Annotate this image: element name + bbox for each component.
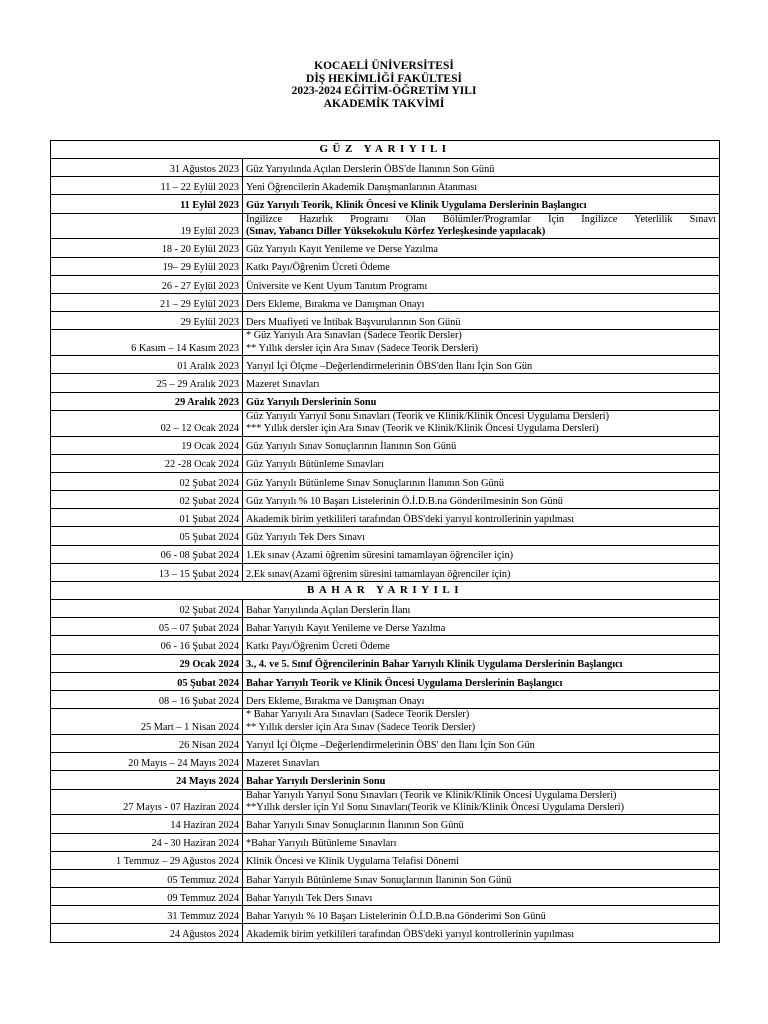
row-date: 19 Ocak 2024 (51, 436, 243, 454)
row-date: 31 Ağustos 2023 (51, 159, 243, 177)
description-line: ** Yıllık dersler için Ara Sınav (Sadece Teorik Dersler) (246, 721, 476, 733)
description-line: Mazeret Sınavları (246, 379, 320, 391)
section-header-row (51, 141, 720, 159)
calendar-row (51, 275, 720, 293)
description-line: Akademik birim yetkilileri tarafından ÖBS'deki yarıyıl kontrollerinin yapılması (246, 929, 575, 941)
row-date: 19 Eylül 2023 (51, 213, 243, 239)
description-line: Yarıyıl İçi Ölçme –Değerlendirmelerinin ÖBS' den İlanı İçin Son Gün (246, 739, 535, 751)
row-date: 01 Aralık 2023 (51, 356, 243, 374)
row-date: 25 – 29 Aralık 2023 (51, 374, 243, 392)
row-date: 11 – 22 Eylül 2023 (51, 177, 243, 195)
description-line: **Yıllık dersler için Yıl Sonu Sınavları(Teorik ve Klinik/Klinik Öncesi Uygulama Dersleri) (246, 801, 625, 813)
description-line: 2.Ek sınav(Azami öğrenim süresini tamamlayan öğrenciler için) (246, 568, 511, 580)
row-description (243, 213, 720, 239)
calendar-row (51, 177, 720, 195)
row-description (243, 239, 720, 257)
calendar-row (51, 833, 720, 851)
calendar-row (51, 293, 720, 311)
row-description (243, 330, 720, 356)
calendar-row (51, 159, 720, 177)
row-description (243, 472, 720, 490)
row-description (243, 600, 720, 618)
description-line: *** Yıllık dersler için Ara Sınav (Teorik ve Klinik/Klinik Öncesi Uygulama Dersleri) (246, 423, 599, 435)
description-line: Klinik Öncesi ve Klinik Uygulama Telafisi Dönemi (246, 856, 459, 868)
calendar-row (51, 454, 720, 472)
row-description (243, 734, 720, 752)
row-date: 27 Mayıs - 07 Haziran 2024 (51, 789, 243, 815)
description-line: (Sınav, Yabancı Diller Yüksekokulu Körfez Yerleşkesinde yapılacak) (246, 225, 546, 237)
row-description (243, 815, 720, 833)
description-line: Güz Yarıyılı Kayıt Yenileme ve Derse Yazılma (246, 244, 438, 256)
calendar-row (51, 690, 720, 708)
row-description (243, 275, 720, 293)
row-description (243, 491, 720, 509)
calendar-row (51, 654, 720, 672)
row-description (243, 392, 720, 410)
calendar-row (51, 709, 720, 735)
row-description (243, 159, 720, 177)
row-date: 05 Şubat 2024 (51, 527, 243, 545)
row-date: 31 Temmuz 2024 (51, 906, 243, 924)
row-date: 13 – 15 Şubat 2024 (51, 563, 243, 581)
university-name: KOCAELİ ÜNİVERSİTESİ (314, 60, 454, 72)
row-description (243, 356, 720, 374)
faculty-name: DİŞ HEKİMLİĞİ FAKÜLTESİ (306, 72, 462, 85)
description-line: Güz Yarıyılı Yarıyıl Sonu Sınavları (Teorik ve Klinik/Klinik Öncesi Uygulama Dersleri) (246, 410, 610, 422)
calendar-row (51, 472, 720, 490)
row-description (243, 410, 720, 436)
row-date: 02 Şubat 2024 (51, 491, 243, 509)
row-date: 08 – 16 Şubat 2024 (51, 690, 243, 708)
row-description (243, 636, 720, 654)
description-line: Ders Ekleme, Bırakma ve Danışman Onayı (246, 298, 425, 310)
row-description (243, 789, 720, 815)
row-description (243, 312, 720, 330)
description-line: Güz Yarıyılı % 10 Başarı Listelerinin Ö.İ.D.B.na Gönderilmesinin Son Günü (246, 495, 563, 507)
description-line: * Bahar Yarıyılı Ara Sınavları (Sadece Teorik Dersler) (246, 709, 470, 721)
row-date: 05 Temmuz 2024 (51, 869, 243, 887)
row-description (243, 195, 720, 213)
description-line: ** Yıllık dersler için Ara Sınav (Sadece Teorik Dersleri) (246, 342, 479, 354)
calendar-row (51, 374, 720, 392)
description-line: Katkı Payı/Öğrenim Ücreti Ödeme (246, 262, 390, 274)
description-line: Bahar Yarıyılı Bütünleme Sınav Sonuçlarının İlanının Son Günü (246, 874, 512, 886)
section-title: BAHAR YARIYILI (51, 582, 720, 600)
calendar-row (51, 436, 720, 454)
calendar-row (51, 636, 720, 654)
calendar-row (51, 527, 720, 545)
description-line: Güz Yarıyılı Bütünleme Sınavları (246, 459, 384, 471)
row-date: 24 Ağustos 2024 (51, 924, 243, 942)
calendar-row (51, 545, 720, 563)
row-description (243, 257, 720, 275)
academic-calendar-table (50, 140, 720, 943)
description-line: * Güz Yarıyılı Ara Sınavları (Sadece Teorik Dersler) (246, 330, 462, 342)
description-line: Güz Yarıyılında Açılan Derslerin ÖBS'de İlanının Son Günü (246, 163, 495, 175)
row-date: 24 Mayıs 2024 (51, 771, 243, 789)
row-date: 18 - 20 Eylül 2023 (51, 239, 243, 257)
description-line: Bahar Yarıyılı Derslerinin Sonu (246, 776, 386, 788)
row-description (243, 833, 720, 851)
row-date: 02 Şubat 2024 (51, 472, 243, 490)
calendar-row (51, 789, 720, 815)
description-line: Yarıyıl İçi Ölçme –Değerlendirmelerinin ÖBS'den İlanı İçin Son Gün (246, 360, 533, 372)
row-date: 24 - 30 Haziran 2024 (51, 833, 243, 851)
calendar-row (51, 257, 720, 275)
description-line: Katkı Payı/Öğrenim Ücreti Ödeme (246, 641, 390, 653)
row-date: 06 - 08 Şubat 2024 (51, 545, 243, 563)
row-date: 09 Temmuz 2024 (51, 888, 243, 906)
row-description (243, 527, 720, 545)
description-line: 3., 4. ve 5. Sınıf Öğrencilerinin Bahar Yarıyılı Klinik Uygulama Derslerinin Başlangıcı (246, 659, 623, 671)
row-description (243, 709, 720, 735)
row-description (243, 454, 720, 472)
section-header-row (51, 582, 720, 600)
row-description (243, 771, 720, 789)
calendar-row (51, 195, 720, 213)
calendar-row (51, 392, 720, 410)
calendar-row (51, 563, 720, 581)
calendar-row (51, 815, 720, 833)
row-date: 25 Mart – 1 Nisan 2024 (51, 709, 243, 735)
description-line: 1.Ek sınav (Azami öğrenim süresini tamamlayan öğrenciler için) (246, 550, 514, 562)
description-line: Bahar Yarıyılı Sınav Sonuçlarının İlanının Son Günü (246, 820, 464, 832)
row-date: 26 - 27 Eylül 2023 (51, 275, 243, 293)
row-description (243, 888, 720, 906)
row-description (243, 924, 720, 942)
row-date: 19– 29 Eylül 2023 (51, 257, 243, 275)
row-description (243, 851, 720, 869)
calendar-row (51, 672, 720, 690)
calendar-row (51, 213, 720, 239)
description-line: Mazeret Sınavları (246, 757, 320, 769)
calendar-row (51, 851, 720, 869)
row-description (243, 374, 720, 392)
description-line: Bahar Yarıyılında Açılan Derslerin İlanı (246, 604, 411, 616)
row-description (243, 906, 720, 924)
row-date: 05 – 07 Şubat 2024 (51, 618, 243, 636)
row-description (243, 690, 720, 708)
row-date: 01 Şubat 2024 (51, 509, 243, 527)
description-line: Bahar Yarıyılı Tek Ders Sınavı (246, 892, 373, 904)
calendar-row (51, 924, 720, 942)
calendar-row (51, 600, 720, 618)
calendar-row (51, 356, 720, 374)
description-line: Güz Yarıyılı Teorik, Klinik Öncesi ve Klinik Uygulama Derslerinin Başlangıcı (246, 200, 587, 212)
description-line: Yeni Öğrencilerin Akademik Danışmanlarının Atanması (246, 181, 478, 193)
row-date: 06 - 16 Şubat 2024 (51, 636, 243, 654)
description-line: Bahar Yarıyılı % 10 Başarı Listelerinin Ö.İ.D.B.na Gönderimi Son Günü (246, 911, 546, 923)
row-date: 29 Ocak 2024 (51, 654, 243, 672)
row-date: 26 Nisan 2024 (51, 734, 243, 752)
calendar-row (51, 312, 720, 330)
row-description (243, 869, 720, 887)
row-date: 22 -28 Ocak 2024 (51, 454, 243, 472)
row-date: 02 Şubat 2024 (51, 600, 243, 618)
row-date: 6 Kasım – 14 Kasım 2023 (51, 330, 243, 356)
calendar-row (51, 906, 720, 924)
row-date: 29 Eylül 2023 (51, 312, 243, 330)
description-line: Bahar Yarıyılı Yarıyıl Sonu Sınavları (Teorik ve Klinik/Klinik Öncesi Uygulama Dersleri) (246, 789, 617, 801)
calendar-row (51, 753, 720, 771)
row-date: 21 – 29 Eylül 2023 (51, 293, 243, 311)
description-line: Güz Yarıyılı Sınav Sonuçlarının İlanının Son Günü (246, 441, 457, 453)
calendar-row (51, 410, 720, 436)
calendar-body (51, 141, 720, 943)
row-date: 14 Haziran 2024 (51, 815, 243, 833)
description-line: İngilizce Hazırlık Programı Olan Bölümler/Programlar İçin İngilizce Yeterlilik Sınavı (246, 213, 716, 225)
calendar-row (51, 618, 720, 636)
row-description (243, 563, 720, 581)
row-date: 29 Aralık 2023 (51, 392, 243, 410)
row-description (243, 753, 720, 771)
row-description (243, 293, 720, 311)
calendar-row (51, 771, 720, 789)
row-date: 05 Şubat 2024 (51, 672, 243, 690)
row-date: 11 Eylül 2023 (51, 195, 243, 213)
row-description (243, 436, 720, 454)
calendar-row (51, 734, 720, 752)
description-line: Bahar Yarıyılı Kayıt Yenileme ve Derse Yazılma (246, 622, 446, 634)
calendar-row (51, 491, 720, 509)
document-header (0, 60, 768, 110)
description-line: Üniversite ve Kent Uyum Tanıtım Programı (246, 280, 428, 292)
description-line: *Bahar Yarıyılı Bütünleme Sınavları (246, 838, 397, 850)
description-line: Ders Muafiyeti ve İntibak Başvurularının Son Günü (246, 316, 461, 328)
row-description (243, 545, 720, 563)
calendar-row (51, 509, 720, 527)
description-line: Güz Yarıyılı Derslerinin Sonu (246, 397, 377, 409)
description-line: Ders Ekleme, Bırakma ve Danışman Onayı (246, 695, 425, 707)
row-description (243, 177, 720, 195)
row-description (243, 509, 720, 527)
calendar-row (51, 330, 720, 356)
description-line: Bahar Yarıyılı Teorik ve Klinik Öncesi Uygulama Derslerinin Başlangıcı (246, 677, 563, 689)
calendar-row (51, 888, 720, 906)
calendar-row (51, 239, 720, 257)
calendar-row (51, 869, 720, 887)
section-title: GÜZ YARIYILI (51, 141, 720, 159)
row-description (243, 654, 720, 672)
row-date: 20 Mayıs – 24 Mayıs 2024 (51, 753, 243, 771)
description-line: Güz Yarıyılı Bütünleme Sınav Sonuçlarının İlanının Son Günü (246, 477, 504, 489)
academic-year: 2023-2024 EĞİTİM-ÖĞRETİM YILI (291, 85, 477, 98)
calendar-title: AKADEMİK TAKVİMİ (323, 97, 445, 110)
row-description (243, 618, 720, 636)
description-line: Güz Yarıyılı Tek Ders Sınavı (246, 532, 365, 544)
row-date: 02 – 12 Ocak 2024 (51, 410, 243, 436)
row-date: 1 Temmuz – 29 Ağustos 2024 (51, 851, 243, 869)
description-line: Akademik birim yetkilileri tarafından ÖBS'deki yarıyıl kontrollerinin yapılması (246, 514, 575, 526)
row-description (243, 672, 720, 690)
